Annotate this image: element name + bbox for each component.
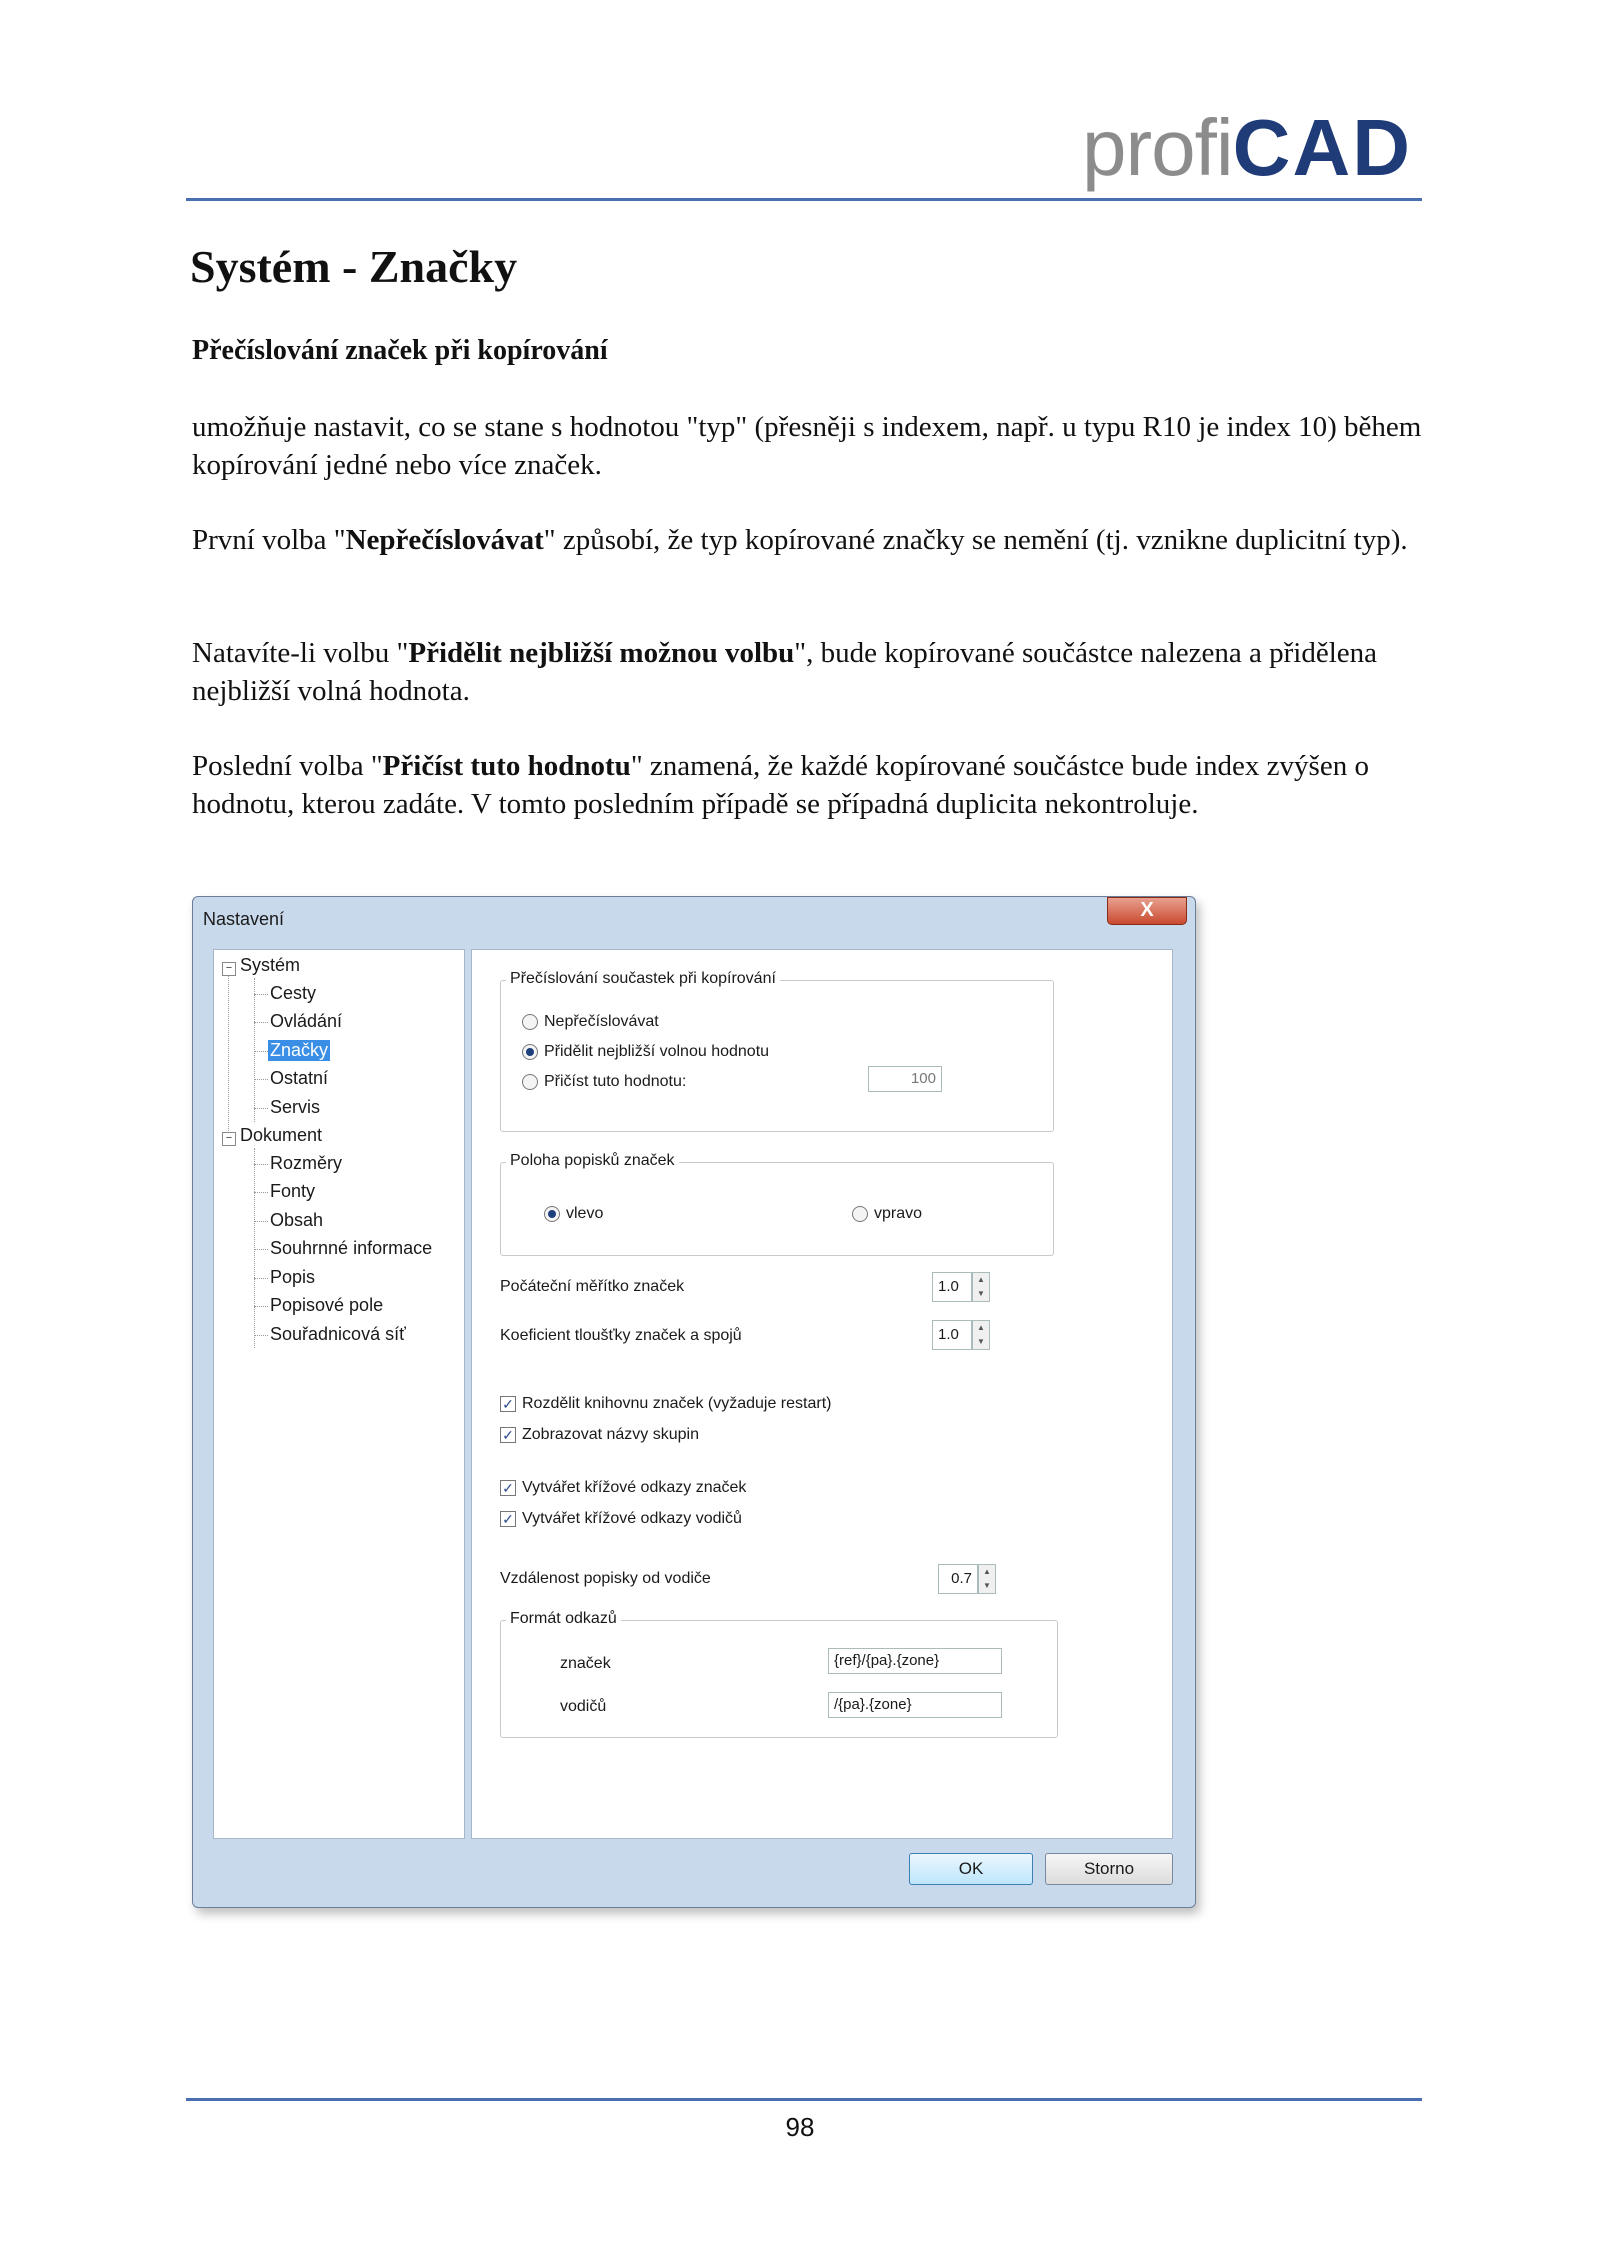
wires-format-input[interactable]: /{pa}.{zone} — [828, 1692, 1002, 1718]
settings-dialog — [192, 896, 1196, 1908]
page-title: Systém - Značky — [190, 241, 518, 292]
split-library-checkbox[interactable]: ✓ — [500, 1396, 516, 1412]
close-button[interactable]: X — [1107, 897, 1187, 925]
cancel-button[interactable]: Storno — [1045, 1853, 1173, 1885]
label-position-group-label: Poloha popisků značek — [506, 1152, 679, 1170]
radio-left-label: vlevo — [566, 1205, 604, 1222]
tree-line — [228, 976, 229, 1141]
tree-line — [254, 1164, 268, 1165]
paragraph-1: umožňuje nastavit, co se stane s hodnotou "typ" (přesněji s indexem, např. u typu R10 je index 10) během kopírování jedné nebo více značek. — [192, 411, 1422, 481]
tree-line — [254, 1051, 268, 1052]
thickness-input[interactable]: 1.0 — [932, 1320, 972, 1350]
tree-line — [254, 978, 255, 1122]
tree-item-souhrnne-informace[interactable]: Souhrnné informace — [270, 1238, 433, 1258]
tree-line — [254, 1335, 268, 1336]
tree-line — [254, 994, 268, 995]
scale-label: Počáteční měřítko značek — [500, 1278, 685, 1295]
proficad-logo: profiCAD — [1082, 103, 1412, 192]
settings-panel — [471, 949, 1173, 1839]
scale-spinner[interactable]: ▲ ▼ — [972, 1272, 990, 1302]
tree-item-ovladani[interactable]: Ovládání — [270, 1011, 343, 1031]
paragraph-3: Natavíte-li volbu "Přidělit nejbližší možnou volbu", bude kopírované součástce nalezena a přidělena nejbližší volná hodnota. — [192, 637, 1378, 707]
symbols-format-input[interactable]: {ref}/{pa}.{zone} — [828, 1648, 1002, 1674]
paragraph-2: První volba "Nepřečíslovávat" způsobí, že typ kopírované značky se nemění (tj. vznikne duplicitní typ). — [192, 524, 1408, 556]
tree-item-system[interactable]: Systém — [240, 955, 301, 975]
tree-line — [254, 1278, 268, 1279]
xref-wires-checkbox[interactable]: ✓ — [500, 1511, 516, 1527]
scale-input[interactable]: 1.0 — [932, 1272, 972, 1302]
tree-line — [254, 1079, 268, 1080]
split-library-label: Rozdělit knihovnu značek (vyžaduje restart) — [522, 1395, 832, 1412]
tree-line — [254, 1108, 268, 1109]
tree-item-popis[interactable]: Popis — [270, 1267, 316, 1287]
tree-item-cesty[interactable]: Cesty — [270, 983, 317, 1003]
settings-tree — [213, 949, 465, 1839]
section-subheading: Přečíslování značek při kopírování — [192, 335, 608, 366]
tree-item-znacky[interactable]: Značky — [270, 1040, 329, 1060]
renumber-group-label: Přečíslování součastek při kopírování — [506, 970, 780, 988]
xref-wires-label: Vytvářet křížové odkazy vodičů — [522, 1510, 742, 1527]
paragraph-4: Poslední volba "Přičíst tuto hodnotu" znamená, že každé kopírované součástce bude index zvýšen o hodnotu, kterou zadáte. V tomto posledním případě se případná duplicita nekontroluje. — [192, 750, 1369, 820]
radio-add-value[interactable] — [522, 1074, 538, 1090]
tree-line — [254, 1148, 255, 1348]
header-rule — [186, 198, 1422, 201]
collapse-icon[interactable]: − — [222, 1132, 236, 1146]
distance-label: Vzdálenost popisky od vodiče — [500, 1570, 711, 1587]
tree-item-servis[interactable]: Servis — [270, 1097, 321, 1117]
tree-item-dokument[interactable]: Dokument — [240, 1125, 323, 1145]
symbols-format-label: značek — [560, 1655, 611, 1672]
tree-item-souradnicova-sit[interactable]: Souřadnicová síť — [270, 1324, 406, 1344]
radio-right-label: vpravo — [874, 1205, 923, 1222]
footer-rule — [186, 2098, 1422, 2101]
tree-line — [254, 1192, 268, 1193]
tree-line — [254, 1221, 268, 1222]
tree-line — [254, 1306, 268, 1307]
tree-item-rozmery[interactable]: Rozměry — [270, 1153, 343, 1173]
add-value-input[interactable]: 100 — [868, 1066, 942, 1092]
tree-item-popisove-pole[interactable]: Popisové pole — [270, 1295, 384, 1315]
dialog-title: Nastavení — [203, 909, 285, 929]
radio-nearest-free-label: Přidělit nejbližší volnou hodnotu — [544, 1043, 770, 1060]
radio-right[interactable] — [852, 1206, 868, 1222]
format-group — [500, 1620, 1058, 1738]
ok-button[interactable]: OK — [909, 1853, 1033, 1885]
tree-line — [254, 1249, 268, 1250]
tree-item-obsah[interactable]: Obsah — [270, 1210, 324, 1230]
distance-input[interactable]: 0.7 — [938, 1564, 978, 1594]
xref-symbols-label: Vytvářet křížové odkazy značek — [522, 1479, 747, 1496]
format-group-label: Formát odkazů — [506, 1610, 621, 1628]
distance-spinner[interactable]: ▲ ▼ — [978, 1564, 996, 1594]
tree-item-fonty[interactable]: Fonty — [270, 1181, 316, 1201]
radio-left[interactable] — [544, 1206, 560, 1222]
thickness-spinner[interactable]: ▲ ▼ — [972, 1320, 990, 1350]
thickness-label: Koeficient tloušťky značek a spojů — [500, 1327, 742, 1344]
collapse-icon[interactable]: − — [222, 962, 236, 976]
radio-no-renumber-label: Nepřečíslovávat — [544, 1013, 659, 1030]
show-groups-label: Zobrazovat názvy skupin — [522, 1426, 699, 1443]
radio-nearest-free[interactable] — [522, 1044, 538, 1060]
tree-item-ostatni[interactable]: Ostatní — [270, 1068, 329, 1088]
xref-symbols-checkbox[interactable]: ✓ — [500, 1480, 516, 1496]
show-groups-checkbox[interactable]: ✓ — [500, 1427, 516, 1443]
radio-no-renumber[interactable] — [522, 1014, 538, 1030]
page-number: 98 — [785, 2112, 815, 2142]
radio-add-value-label: Přičíst tuto hodnotu: — [544, 1073, 687, 1090]
tree-line — [254, 1022, 268, 1023]
wires-format-label: vodičů — [560, 1698, 607, 1715]
